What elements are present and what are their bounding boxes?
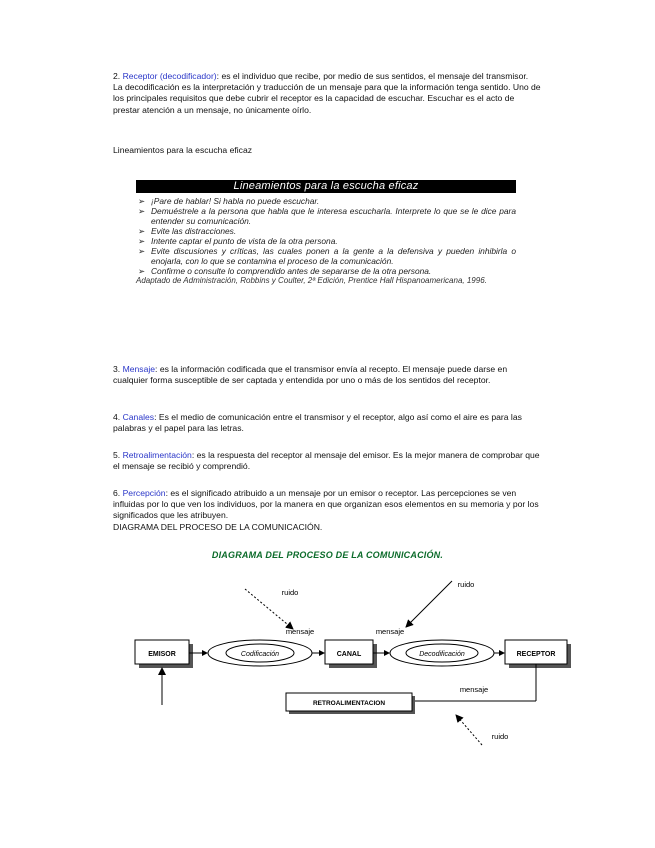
list-item: ➢ Intente captar el punto de vista de la otra persona. xyxy=(138,236,338,246)
ruido-label-2: ruido xyxy=(457,580,475,589)
mensaje-label-3: mensaje xyxy=(459,685,489,694)
list-item: ➢ Evite las distracciones. xyxy=(138,226,237,236)
section-canales xyxy=(113,412,543,434)
term-percepcion[interactable]: Percepción xyxy=(122,488,166,498)
section-number: 3. xyxy=(113,364,121,374)
decodification-paragraph: La decodificación es la interpretación y traducción de un mensaje para que la información tenga sentido. Uno de los principales requisitos que debe cubrir el receptor es la capacidad de escuchar. Escuchar es el acto de prestar atención a un mensaje, no únicamente oírlo. xyxy=(113,82,541,115)
arrow-bullet-icon: ➢ xyxy=(138,196,146,206)
decodificacion-label: Decodificación xyxy=(419,651,465,658)
communication-diagram xyxy=(0,565,655,765)
section-mensaje xyxy=(113,364,543,386)
arrow-bullet-icon: ➢ xyxy=(138,266,146,276)
term-canales[interactable]: Canales xyxy=(122,412,155,422)
guidelines-box-header: Lineamientos para la escucha eficaz xyxy=(136,180,516,193)
section-number: 4. xyxy=(113,412,121,422)
canales-text: : Es el medio de comunicación entre el transmisor y el receptor, algo así como el aire es para las palabras y el papel para las letras. xyxy=(113,412,522,434)
section-number: 6. xyxy=(113,488,121,498)
guidelines-caption: Lineamientos para la escucha eficaz xyxy=(113,145,253,155)
list-item: ➢ Confirme o consulte lo comprendido antes de separarse de la otra persona. xyxy=(138,266,432,276)
mensaje-label-2: mensaje xyxy=(375,627,405,636)
receptor-definition xyxy=(113,71,543,82)
section-percepcion xyxy=(113,488,543,533)
guidelines-source: Adaptado de Administración, Robbins y Coulter, 2ª Edición, Prentice Hall Hispanoamericana, 1996. xyxy=(136,276,487,285)
term-mensaje[interactable]: Mensaje xyxy=(122,364,156,374)
list-item: ➢ Demuéstrele a la persona que habla que le interesa escucharla. Interprete lo que se le dice para entender su comunicación. xyxy=(138,206,516,226)
term-retroalimentacion[interactable]: Retroalimentación xyxy=(122,450,192,460)
receptor-text: : es el individuo que recibe, por medio de sus sentidos, el mensaje del transmisor. xyxy=(216,71,529,81)
diagram-heading: DIAGRAMA DEL PROCESO DE LA COMUNICACIÓN. xyxy=(113,521,323,532)
receptor-label: RECEPTOR xyxy=(516,651,556,658)
section-receptor xyxy=(113,71,543,116)
section-number: 2. xyxy=(113,71,121,81)
guidelines-list xyxy=(136,196,516,276)
emisor-label: EMISOR xyxy=(148,651,176,658)
guidelines-box xyxy=(136,180,516,286)
arrow-bullet-icon: ➢ xyxy=(138,206,146,216)
term-receptor[interactable]: Receptor (decodificador) xyxy=(122,71,217,81)
arrow-bullet-icon: ➢ xyxy=(138,226,146,236)
codificacion-label: Codificación xyxy=(240,651,280,658)
retroalimentacion-label: RETROALIMENTACION xyxy=(312,700,386,707)
percepcion-text: : es el significado atribuido a un mensaje por un emisor o receptor. Las percepciones se ven influidas por lo que ven los individuos, por la manera en que organizan esos elementos en su memoria y por los significados que les atribuyen. xyxy=(113,488,539,521)
list-item: ➢ ¡Pare de hablar! Si habla no puede escuchar. xyxy=(138,196,320,206)
ruido-arrow-3 xyxy=(456,715,482,745)
ruido-label-1: ruido xyxy=(281,588,299,597)
mensaje-label-1: mensaje xyxy=(285,627,315,636)
section-number: 5. xyxy=(113,450,121,460)
section-retroalimentacion xyxy=(113,450,543,472)
ruido-arrow-2 xyxy=(406,581,452,627)
ruido-label-3: ruido xyxy=(491,732,509,741)
arrow-bullet-icon: ➢ xyxy=(138,246,146,256)
list-item: ➢ Evite discusiones y críticas, las cuales ponen a la gente a la defensiva y pueden inhibirla o enojarla, con lo que se contamina el proceso de la comunicación. xyxy=(138,246,516,266)
retroalimentacion-text: : es la respuesta del receptor al mensaje del emisor. Es la mejor manera de comprobar que el mensaje se recibió y comprendió. xyxy=(113,450,540,472)
arrow-bullet-icon: ➢ xyxy=(138,236,146,246)
diagram-title: DIAGRAMA DEL PROCESO DE LA COMUNICACIÓN. xyxy=(211,550,444,560)
canal-label: CANAL xyxy=(336,651,362,658)
mensaje-text: : es la información codificada que el transmisor envía al recepto. El mensaje puede darse en cualquier forma susceptible de ser captada y entendida por uno o más de los sentidos del receptor. xyxy=(113,364,508,386)
